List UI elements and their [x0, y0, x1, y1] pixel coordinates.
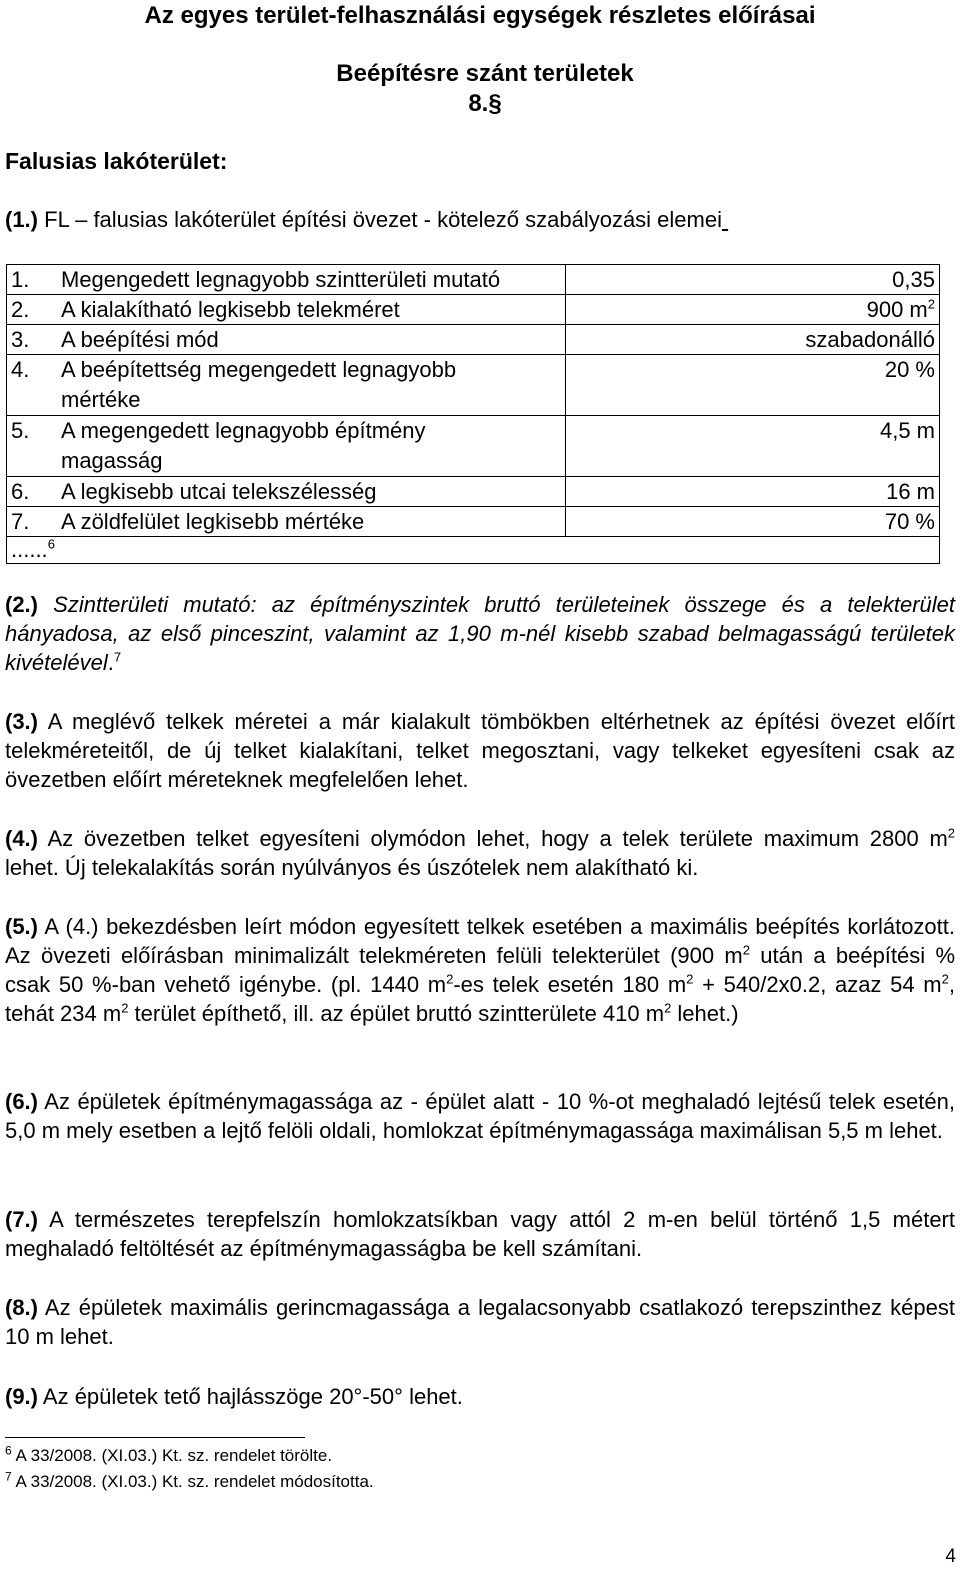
- row-num: 7.: [7, 507, 48, 537]
- paragraph-6: [5, 1087, 955, 1145]
- paragraph-3-label: (3.): [5, 709, 38, 734]
- rules-table: [6, 264, 940, 564]
- section-1-heading: [5, 207, 728, 233]
- paragraph-8-label: (8.): [5, 1295, 38, 1320]
- paragraph-9-label: (9.): [5, 1384, 38, 1409]
- row-value: szabadonálló: [566, 325, 940, 355]
- row-value: 16 m: [566, 477, 940, 507]
- footnote-text: A 33/2008. (XI.03.) Kt. sz. rendelet törölte.: [15, 1446, 333, 1465]
- paragraph-9: [5, 1382, 955, 1411]
- paragraph-8-text: Az épületek maximális gerincmagassága a legalacsonyabb csatlakozó terepszinthez képest 10 m lehet.: [5, 1295, 955, 1349]
- row-value: 20 %: [566, 355, 940, 416]
- row-label: A zöldfelület legkisebb mértéke: [47, 507, 566, 537]
- paragraph-5: (5.) A (4.) bekezdésben leírt módon egyesített telkek esetében a maximális beépítés korlátozott. Az övezeti előírásban minimalizált telekméreten felüli telekterület (900 $m^2$ után a beépítési % csak 50 %-ban vehető igénybe. (pl. 1440 $m^2-es$ telek esetén 180 $m^2 + 540/2x0.2$, azaz 54 $m^2$, tehát 234 $m^2$ terület építhető, ill. az épület bruttó szintterülete 410 $m^2$ lehet.): [5, 914, 955, 1026]
- paragraph-7: [5, 1205, 955, 1263]
- section-subtitle: Beépítésre szánt területek: [336, 60, 634, 87]
- row-value: 900 $m^2$: [566, 295, 940, 325]
- paragraph-2: (2.) Szintterületi mutató: az építményszintek bruttó területeinek összege és a telekterület hányadosa, az első pinceszint, valamint az 1,90 m-nél kisebb szabad belmagasságú területek kivételével.$^7$: [5, 592, 955, 675]
- table-row: [7, 355, 940, 416]
- paragraph-4: (4.) Az övezetben telket egyesíteni olymódon lehet, hogy a telek területe maximum 2800 $m^2$ lehet. Új telekalakítás során nyúlványos és úszótelek nem alakítható ki.: [5, 825, 955, 880]
- row-label: A beépítési mód: [47, 325, 566, 355]
- row-num: 1.: [7, 265, 48, 295]
- page-title: Az egyes terület-felhasználási egységek részletes előírásai: [144, 2, 816, 29]
- footnote-number: 6: [5, 1443, 12, 1458]
- row-label: A megengedett legnagyobb építmény magasság: [47, 416, 566, 477]
- row-value: 4,5 m: [566, 416, 940, 477]
- table-row: [7, 416, 940, 477]
- table-footer-cell: ......$^6$: [7, 537, 940, 564]
- row-value: 0,35: [566, 265, 940, 295]
- table-row: [7, 325, 940, 355]
- row-num: 4.: [7, 355, 48, 416]
- footnote-text: A 33/2008. (XI.03.) Kt. sz. rendelet módosította.: [15, 1472, 374, 1491]
- row-num: 5.: [7, 416, 48, 477]
- table-row: [7, 477, 940, 507]
- paragraph-2-text: Szintterületi mutató: az építményszintek bruttó területeinek összege és a telekterület hányadosa, az első pinceszint, valamint az 1,90 m-nél kisebb szabad belmagasságú területek kivételével: [5, 592, 955, 675]
- table-row: [7, 295, 940, 325]
- row-label: Megengedett legnagyobb szintterületi mutató: [47, 265, 566, 295]
- row-num: 6.: [7, 477, 48, 507]
- paragraph-3-text: A meglévő telkek méretei a már kialakult tömbökben eltérhetnek az építési övezet előírt telekméreteitől, de új telket kialakítani, telket megosztani, vagy telkeket egyesíteni csak az övezetben előírt méreteknek megfelelően lehet.: [5, 709, 955, 792]
- section-1-text: FL – falusias lakóterület építési övezet - kötelező szabályozási elemei: [44, 207, 722, 232]
- footnote: [5, 1443, 333, 1466]
- row-label: A legkisebb utcai telekszélesség: [47, 477, 566, 507]
- row-num: 3.: [7, 325, 48, 355]
- paragraph-5-label: (5.): [5, 914, 38, 939]
- section-1-label: (1.): [5, 207, 38, 232]
- row-label: A kialakítható legkisebb telekméret: [47, 295, 566, 325]
- paragraph-3: [5, 707, 955, 794]
- page-number: 4: [945, 1546, 956, 1567]
- table-row: [7, 265, 940, 295]
- footnote-divider: [5, 1437, 305, 1438]
- paragraph-number: 8.§: [468, 90, 502, 117]
- table-row: [7, 507, 940, 537]
- row-label: A beépítettség megengedett legnagyobb mértéke: [47, 355, 566, 416]
- paragraph-6-text: Az épületek építménymagassága az - épület alatt - 10 %-ot meghaladó lejtésű telek esetén, 5,0 m mely esetben a lejtő felöli oldali, homlokzat építménymagassága maximálisan 5,5 m lehet.: [5, 1089, 955, 1143]
- paragraph-4-label: (4.): [5, 826, 38, 851]
- paragraph-8: [5, 1293, 955, 1351]
- row-value: 70 %: [566, 507, 940, 537]
- paragraph-7-label: (7.): [5, 1207, 38, 1232]
- table-footer-row: [7, 537, 940, 564]
- footnote-number: 7: [5, 1469, 12, 1484]
- paragraph-9-text: Az épületek tető hajlásszöge 20°-50° lehet.: [42, 1384, 463, 1409]
- paragraph-7-text: A természetes terepfelszín homlokzatsíkban vagy attól 2 m-en belül történő 1,5 métert meghaladó feltöltését az építménymagasságba be kell számítani.: [5, 1207, 955, 1261]
- category-heading: Falusias lakóterület:: [5, 148, 228, 174]
- row-num: 2.: [7, 295, 48, 325]
- footnote: [5, 1469, 374, 1492]
- paragraph-2-label: (2.): [5, 592, 38, 617]
- paragraph-6-label: (6.): [5, 1089, 38, 1114]
